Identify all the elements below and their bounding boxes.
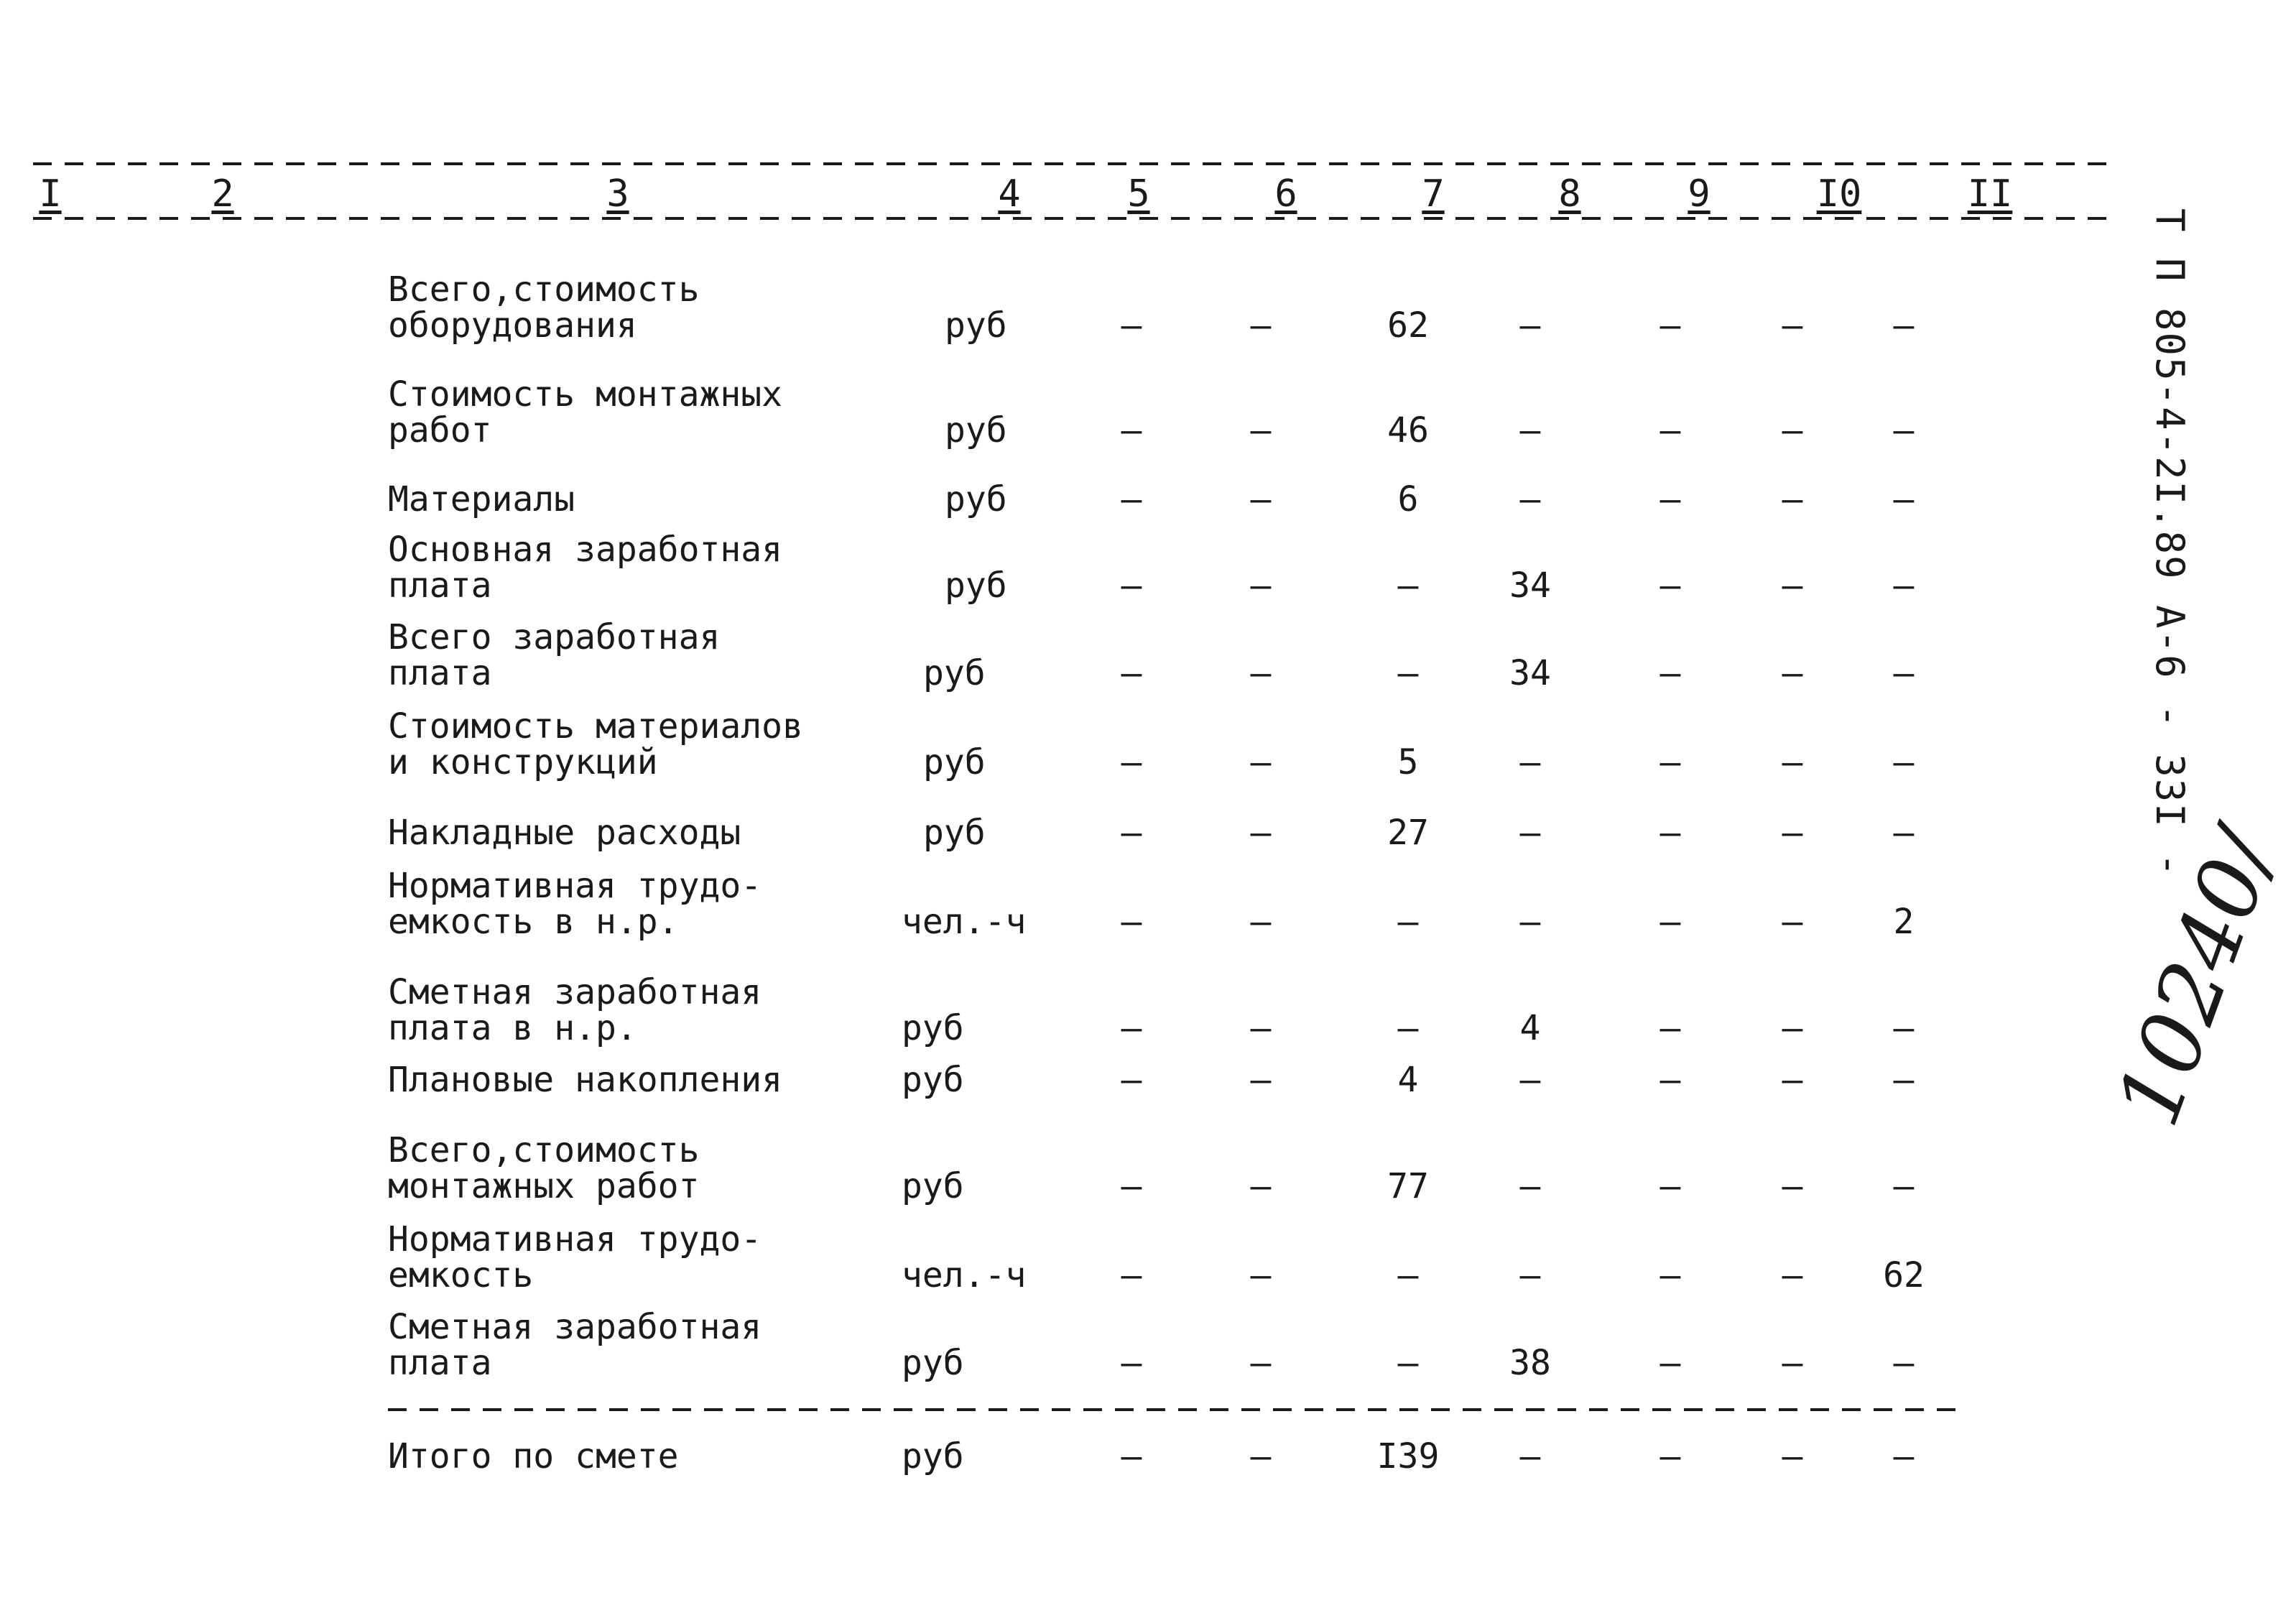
column-number: I (39, 172, 62, 216)
value-cell-c6: – (1250, 902, 1272, 942)
value-cell-c8: – (1519, 742, 1541, 782)
value-cell-c9: – (1659, 1343, 1681, 1383)
value-cell-c11: 62 (1883, 1255, 1925, 1295)
value-cell-c5: – (1121, 1255, 1142, 1295)
value-cell-c11: – (1893, 1060, 1915, 1100)
value-cell-c5: – (1121, 1166, 1142, 1206)
row-name-line: плата (388, 1343, 492, 1383)
value-cell-c5: – (1121, 742, 1142, 782)
row-name-line: Стоимость монтажных (388, 374, 783, 415)
column-number: 3 (606, 172, 629, 216)
column-number: 4 (998, 172, 1021, 216)
row-name (388, 1438, 679, 1474)
value-cell-c9: – (1659, 479, 1681, 519)
row-name-line: Сметная заработная (388, 1307, 762, 1347)
value-cell-c9: – (1659, 565, 1681, 606)
value-cell-c7: I39 (1376, 1436, 1440, 1476)
column-number: II (1967, 172, 2013, 216)
unit-cell: руб (923, 742, 986, 782)
value-cell-c5: – (1121, 1060, 1142, 1100)
value-cell-c8: 4 (1519, 1008, 1541, 1048)
value-cell-c7: – (1397, 1255, 1419, 1295)
value-cell-c9: – (1659, 1255, 1681, 1295)
unit-cell: руб (902, 1436, 964, 1476)
value-cell-c9: – (1659, 1060, 1681, 1100)
value-cell-c11: – (1893, 1008, 1915, 1048)
unit-cell: руб (923, 813, 986, 853)
row-name-line: Итого по смете (388, 1436, 679, 1476)
row-name-line: емкость (388, 1255, 534, 1295)
row-name-line: Основная заработная (388, 530, 783, 570)
value-cell-c10: – (1782, 1166, 1803, 1206)
unit-cell: чел.-ч (902, 1255, 1027, 1295)
row-name-line: монтажных работ (388, 1166, 700, 1206)
value-cell-c8: – (1519, 1166, 1541, 1206)
column-number: 6 (1274, 172, 1297, 216)
value-cell-c6: – (1250, 653, 1272, 693)
value-cell-c5: – (1121, 1343, 1142, 1383)
row-name-line: плата (388, 653, 492, 693)
value-cell-c7: 77 (1387, 1166, 1429, 1206)
column-number: 9 (1688, 172, 1711, 216)
value-cell-c6: – (1250, 1255, 1272, 1295)
value-cell-c6: – (1250, 410, 1272, 450)
value-cell-c11: – (1893, 410, 1915, 450)
row-name-line: Нормативная трудо- (388, 1219, 762, 1260)
column-number: 8 (1558, 172, 1581, 216)
value-cell-c7: – (1397, 653, 1419, 693)
value-cell-c7: 6 (1397, 479, 1419, 519)
value-cell-c9: – (1659, 813, 1681, 853)
value-cell-c6: – (1250, 1343, 1272, 1383)
value-cell-c11: – (1893, 813, 1915, 853)
value-cell-c6: – (1250, 813, 1272, 853)
column-number: 7 (1422, 172, 1445, 216)
value-cell-c9: – (1659, 1436, 1681, 1476)
row-name-line: Всего,стоимость (388, 1130, 700, 1170)
value-cell-c5: – (1121, 565, 1142, 606)
row-name-line: и конструкций (388, 742, 658, 782)
value-cell-c7: – (1397, 1008, 1419, 1048)
document-code: Т П 805-4-2I.89 А-6 - 33I - (2147, 208, 2193, 878)
value-cell-c8: – (1519, 1255, 1541, 1295)
value-cell-c10: – (1782, 565, 1803, 606)
value-cell-c11: – (1893, 479, 1915, 519)
row-name-line: Плановые накопления (388, 1060, 783, 1100)
value-cell-c10: – (1782, 1008, 1803, 1048)
value-cell-c7: 27 (1387, 813, 1429, 853)
value-cell-c5: – (1121, 305, 1142, 346)
value-cell-c10: – (1782, 479, 1803, 519)
value-cell-c5: – (1121, 902, 1142, 942)
value-cell-c7: 46 (1387, 410, 1429, 450)
value-cell-c10: – (1782, 410, 1803, 450)
row-name-line: Накладные расходы (388, 813, 741, 853)
value-cell-c9: – (1659, 410, 1681, 450)
value-cell-c7: – (1397, 565, 1419, 606)
value-cell-c5: – (1121, 479, 1142, 519)
value-cell-c9: – (1659, 653, 1681, 693)
value-cell-c9: – (1659, 742, 1681, 782)
value-cell-c10: – (1782, 742, 1803, 782)
value-cell-c5: – (1121, 813, 1142, 853)
column-number: 5 (1127, 172, 1150, 216)
unit-cell: руб (945, 305, 1007, 346)
row-name-line: Всего,стоимость (388, 269, 700, 310)
column-number: 2 (211, 172, 234, 216)
value-cell-c8: – (1519, 1436, 1541, 1476)
unit-cell: руб (945, 565, 1007, 606)
unit-cell: руб (945, 410, 1007, 450)
value-cell-c11: – (1893, 1343, 1915, 1383)
value-cell-c10: – (1782, 1436, 1803, 1476)
value-cell-c7: 4 (1397, 1060, 1419, 1100)
value-cell-c10: – (1782, 813, 1803, 853)
value-cell-c7: 5 (1397, 742, 1419, 782)
value-cell-c10: – (1782, 305, 1803, 346)
value-cell-c10: – (1782, 902, 1803, 942)
unit-cell: руб (902, 1166, 964, 1206)
unit-cell: руб (902, 1060, 964, 1100)
total-separator-rule (388, 1408, 1968, 1411)
value-cell-c11: – (1893, 1166, 1915, 1206)
value-cell-c9: – (1659, 902, 1681, 942)
value-cell-c8: – (1519, 1060, 1541, 1100)
value-cell-c11: – (1893, 565, 1915, 606)
value-cell-c6: – (1250, 479, 1272, 519)
value-cell-c8: 38 (1509, 1343, 1551, 1383)
row-name-line: Стоимость материалов (388, 706, 803, 747)
unit-cell: руб (923, 653, 986, 693)
value-cell-c8: – (1519, 902, 1541, 942)
row-name-line: Материалы (388, 479, 575, 519)
value-cell-c10: – (1782, 653, 1803, 693)
value-cell-c8: 34 (1509, 653, 1551, 693)
value-cell-c9: – (1659, 305, 1681, 346)
row-name-line: емкость в н.р. (388, 902, 679, 942)
row-name-line: Нормативная трудо- (388, 866, 762, 906)
value-cell-c11: – (1893, 305, 1915, 346)
value-cell-c5: – (1121, 1436, 1142, 1476)
row-name-line: Всего заработная (388, 617, 721, 657)
row-name-line: плата (388, 565, 492, 606)
row-name-line: плата в н.р. (388, 1008, 637, 1048)
value-cell-c6: – (1250, 1008, 1272, 1048)
value-cell-c7: – (1397, 902, 1419, 942)
value-cell-c8: – (1519, 813, 1541, 853)
value-cell-c9: – (1659, 1166, 1681, 1206)
value-cell-c11: – (1893, 653, 1915, 693)
value-cell-c9: – (1659, 1008, 1681, 1048)
unit-cell: руб (902, 1008, 964, 1048)
value-cell-c6: – (1250, 1166, 1272, 1206)
row-name-line: Сметная заработная (388, 972, 762, 1012)
value-cell-c7: 62 (1387, 305, 1429, 346)
value-cell-c5: – (1121, 410, 1142, 450)
value-cell-c6: – (1250, 1060, 1272, 1100)
row-name-line: оборудования (388, 305, 637, 346)
value-cell-c5: – (1121, 653, 1142, 693)
value-cell-c11: – (1893, 1436, 1915, 1476)
value-cell-c8: – (1519, 479, 1541, 519)
value-cell-c6: – (1250, 742, 1272, 782)
unit-cell: руб (945, 479, 1007, 519)
value-cell-c6: – (1250, 565, 1272, 606)
value-cell-c5: – (1121, 1008, 1142, 1048)
handwritten-number: 10240/ (2098, 818, 2296, 1139)
value-cell-c10: – (1782, 1060, 1803, 1100)
value-cell-c11: – (1893, 742, 1915, 782)
value-cell-c10: – (1782, 1343, 1803, 1383)
value-cell-c6: – (1250, 1436, 1272, 1476)
unit-cell: чел.-ч (902, 902, 1027, 942)
value-cell-c8: – (1519, 410, 1541, 450)
value-cell-c8: 34 (1509, 565, 1551, 606)
value-cell-c8: – (1519, 305, 1541, 346)
value-cell-c11: 2 (1893, 902, 1915, 942)
value-cell-c6: – (1250, 305, 1272, 346)
column-number: I0 (1816, 172, 1862, 216)
value-cell-c10: – (1782, 1255, 1803, 1295)
row-name-line: работ (388, 410, 492, 450)
unit-cell: руб (902, 1343, 964, 1383)
value-cell-c7: – (1397, 1343, 1419, 1383)
